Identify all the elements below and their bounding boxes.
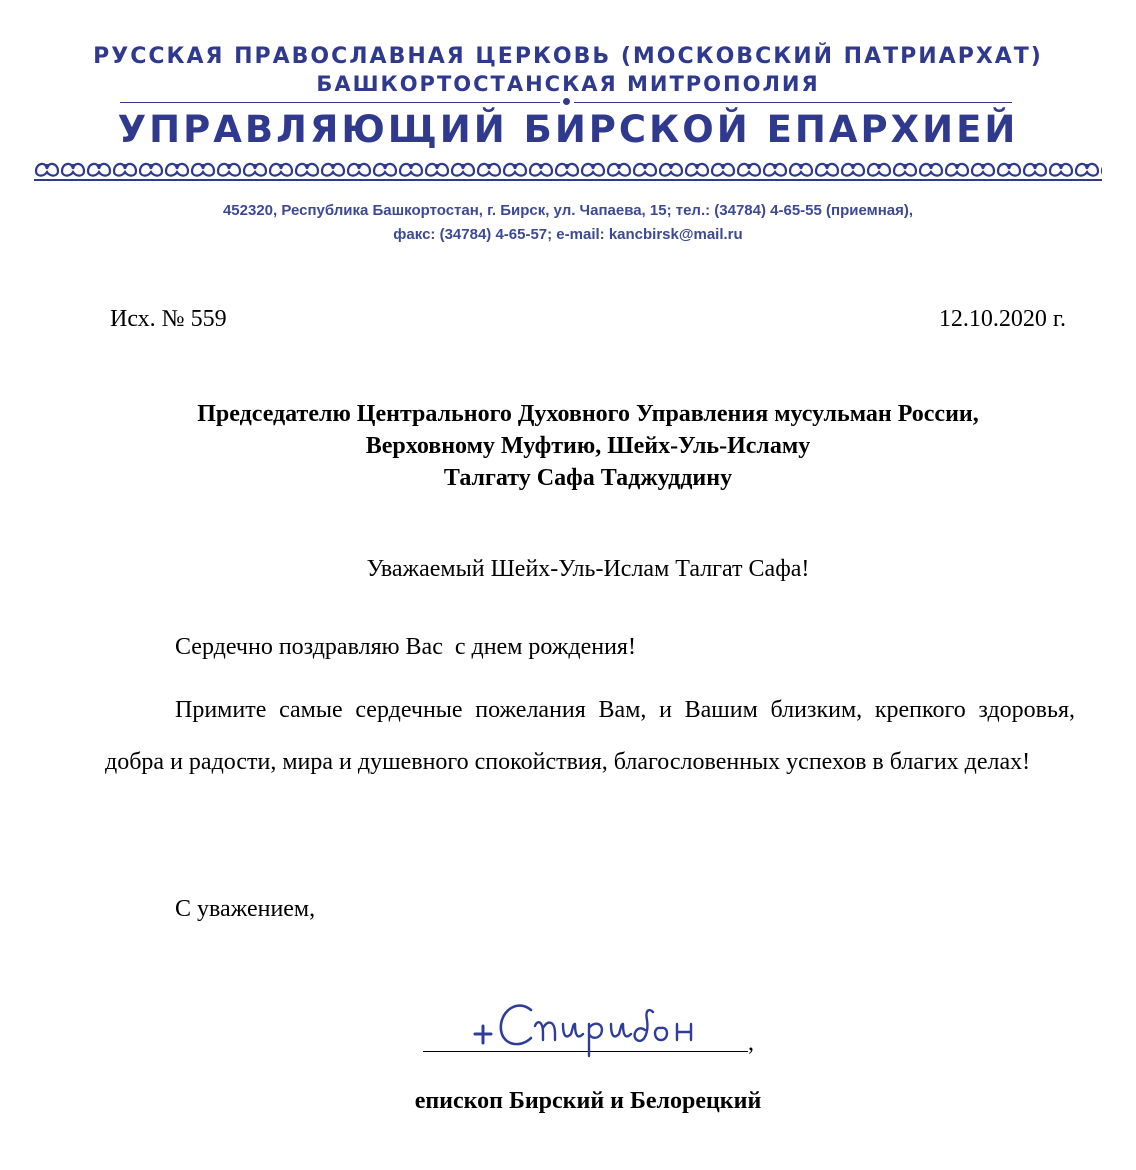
body-paragraph-2: Примите самые сердечные пожелания Вам, и Вашим близким, крепкого здоровья, добра и радости, мира и душевного спокойствия, благословенных успехов в благих делах! (105, 697, 1075, 775)
letterhead-rule-left (120, 102, 560, 103)
letterhead-title: УПРАВЛЯЮЩИЙ БИРСКОЙ ЕПАРХИЕЙ (117, 108, 1019, 151)
body-paragraph-1: Сердечно поздравляю Вас с днем рождения! (175, 634, 636, 660)
closing: С уважением, (175, 896, 316, 922)
outgoing-number: Исх. № 559 (110, 306, 227, 332)
letterhead-church-name: РУССКАЯ ПРАВОСЛАВНАЯ ЦЕРКОВЬ (МОСКОВСКИЙ ПАТРИАРХАТ) (93, 44, 1043, 69)
signature-comma: , (748, 1030, 754, 1056)
letterhead-metropolis-name: БАШКОРТОСТАНСКАЯ МИТРОПОЛИЯ (316, 72, 820, 96)
letterhead-address-line1: 452320, Республика Башкортостан, г. Бирск, ул. Чапаева, 15; тел.: (34784) 4-65-55 (приемная), (222, 202, 914, 219)
letterhead-address-line2: факс: (34784) 4-65-57; e-mail: kancbirsk@mail.ru (393, 226, 743, 243)
signatory-title: епископ Бирский и Белорецкий (414, 1088, 762, 1114)
ornament-border (34, 157, 1102, 183)
letter-date: 12.10.2020 г. (938, 306, 1066, 332)
addressee-line3: Талгату Сафа Таджуддину (443, 465, 733, 491)
salutation: Уважаемый Шейх-Уль-Ислам Талгат Сафа! (366, 556, 810, 582)
letterhead-rule-dot (563, 98, 570, 105)
handwritten-signature (465, 990, 745, 1060)
letterhead-rule-right (574, 102, 1012, 103)
addressee-line2: Верховному Муфтию, Шейх-Уль-Исламу (365, 433, 811, 459)
addressee-line1: Председателю Центрального Духовного Управления мусульман России, (197, 401, 979, 427)
